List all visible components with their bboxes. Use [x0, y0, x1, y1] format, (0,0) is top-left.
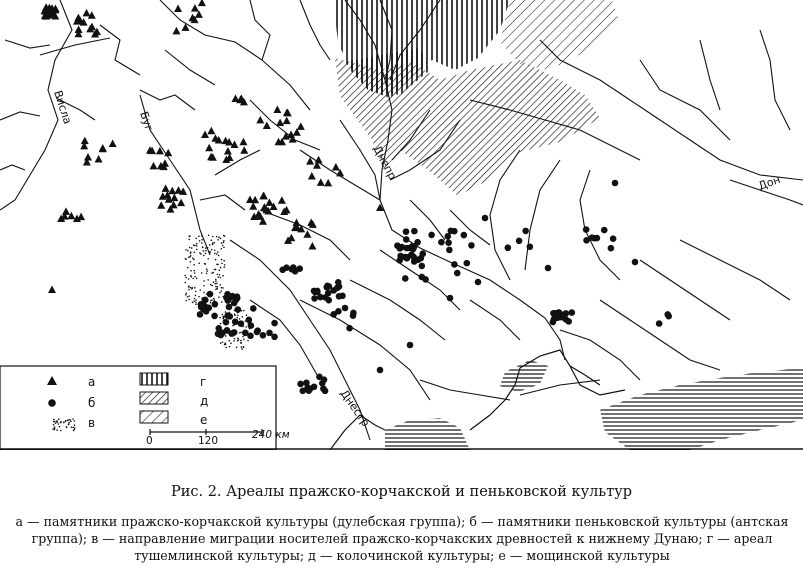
river-label-dnestr: Днестр: [337, 387, 373, 430]
prague-site-triangle: [283, 117, 291, 125]
prague-site-triangle: [150, 162, 158, 170]
penkovka-site-dot: [468, 242, 475, 249]
legend-v-label: в: [88, 416, 96, 430]
prague-site-triangle: [168, 187, 176, 195]
prague-site-triangle: [239, 138, 247, 146]
penkovka-site-dot: [569, 309, 576, 316]
penkovka-site-dot: [551, 316, 558, 323]
penkovka-site-dot: [550, 310, 557, 317]
prague-site-triangle: [198, 0, 206, 6]
penkovka-site-dot: [397, 253, 404, 260]
river-label-don: Дон: [756, 172, 783, 193]
legend-vertical-hatch-symbol: [140, 373, 168, 385]
legend-b-label: б: [88, 396, 96, 410]
prague-site-triangle: [84, 153, 92, 161]
penkovka-site-dot: [610, 235, 617, 242]
penkovka-site-dot: [289, 266, 296, 273]
penkovka-site-dot: [271, 333, 278, 340]
penkovka-site-dot: [223, 319, 230, 326]
legend-sparse-diagonal-symbol: [140, 411, 168, 423]
penkovka-site-dot: [246, 316, 253, 323]
prague-site-triangle: [162, 184, 170, 192]
scale-mid: 120: [198, 435, 219, 447]
penkovka-site-dot: [311, 383, 318, 390]
penkovka-site-dot: [505, 244, 512, 251]
penkovka-site-dot: [330, 311, 337, 318]
prague-site-triangle: [308, 242, 316, 250]
penkovka-site-dot: [235, 306, 242, 313]
penkovka-site-dot: [311, 295, 318, 302]
penkovka-site-dot: [482, 215, 489, 222]
penkovka-site-dot: [403, 236, 410, 243]
penkovka-site-dot: [197, 311, 204, 318]
penkovka-site-dot: [562, 310, 569, 317]
penkovka-site-dot: [215, 331, 222, 338]
penkovka-site-dot: [397, 245, 404, 252]
penkovka-site-dot: [411, 228, 418, 235]
penkovka-site-dot: [446, 247, 453, 254]
penkovka-site-dot: [350, 310, 357, 317]
penkovka-site-dot: [410, 254, 417, 261]
prague-site-triangle: [317, 178, 325, 186]
penkovka-site-dot: [238, 320, 245, 327]
prague-site-triangle: [249, 202, 257, 210]
penkovka-site-dot: [325, 297, 332, 304]
prague-site-triangle: [109, 139, 117, 147]
penkovka-site-dot: [215, 325, 222, 332]
penkovka-site-dot: [271, 320, 278, 327]
prague-site-triangle: [237, 94, 245, 102]
prague-site-triangle: [207, 127, 215, 135]
penkovka-site-dot: [212, 301, 219, 308]
prague-site-triangle: [170, 194, 178, 202]
prague-site-triangle: [260, 192, 268, 200]
penkovka-site-dot: [203, 308, 210, 315]
penkovka-site-dot: [248, 322, 255, 329]
penkovka-site-dot: [226, 304, 233, 311]
legend-e-label: е: [200, 413, 208, 427]
penkovka-site-dot: [319, 380, 326, 387]
penkovka-site-dot: [589, 234, 596, 241]
prague-site-triangle: [174, 186, 182, 194]
prague-site-triangle: [177, 199, 185, 207]
penkovka-site-dot: [451, 261, 458, 268]
penkovka-site-dot: [335, 279, 342, 286]
penkovka-site-dot: [342, 305, 349, 312]
legend: [0, 366, 290, 450]
prague-site-triangle: [315, 156, 323, 164]
river-label-bug: Буг: [137, 109, 156, 133]
penkovka-site-dot: [419, 263, 426, 270]
penkovka-site-dot: [325, 290, 332, 297]
prague-site-triangle: [324, 179, 332, 187]
penkovka-site-dot: [211, 313, 218, 320]
penkovka-site-dot: [438, 239, 445, 246]
river-label-dnepr: Днепр: [370, 143, 400, 182]
prague-site-triangle: [77, 213, 85, 221]
penkovka-site-dot: [297, 381, 304, 388]
scale-end: 240 км: [252, 429, 290, 441]
penkovka-site-dot: [232, 297, 239, 304]
penkovka-site-dot: [403, 228, 410, 235]
figure-title: Рис. 2. Ареалы пражско-корчакской и пеньковской культур: [170, 484, 633, 500]
legend-g-label: г: [200, 375, 207, 389]
penkovka-site-dot: [304, 384, 311, 391]
penkovka-site-dot: [461, 232, 468, 239]
legend-dot-symbol: [48, 399, 56, 407]
penkovka-site-dot: [377, 367, 384, 374]
figure-caption: а — памятники пражско-корчакской культуры (дулебская группа); б — памятники пеньковской культуры (антская группа); в — направление миграции носителей пражско-корчакских древностей к нижнему Дунаю; г — ареал тушемлинской культуры; д — колочинской культуры; е — мощинской культуры: [15, 514, 789, 563]
penkovka-site-dot: [422, 276, 429, 283]
prague-site-triangle: [95, 155, 103, 163]
penkovka-site-dot: [454, 270, 461, 277]
prague-site-triangle: [81, 137, 89, 145]
penkovka-site-dot: [403, 255, 410, 262]
prague-site-triangle: [205, 144, 213, 152]
prague-site-triangle: [265, 198, 273, 206]
penkovka-site-dot: [402, 275, 409, 282]
legend-dense-diagonal-symbol: [140, 392, 168, 404]
prague-site-triangle: [256, 116, 264, 124]
prague-site-triangle: [332, 163, 340, 171]
prague-site-triangle: [308, 172, 316, 180]
penkovka-site-dot: [475, 279, 482, 286]
prague-site-triangle: [246, 196, 254, 204]
prague-site-triangle: [191, 4, 199, 12]
penkovka-site-dot: [312, 289, 319, 296]
penkovka-site-dot: [632, 259, 639, 266]
penkovka-site-dot: [224, 291, 231, 298]
penkovka-site-dot: [612, 180, 619, 187]
penkovka-site-dot: [464, 260, 471, 267]
prague-site-triangle: [172, 27, 180, 34]
prague-site-triangle: [297, 122, 305, 129]
legend-d-label: д: [200, 394, 209, 408]
penkovka-site-dot: [516, 237, 523, 244]
penkovka-site-dot: [247, 332, 254, 339]
penkovka-site-dot: [447, 295, 454, 302]
penkovka-site-dot: [419, 250, 426, 257]
prague-site-triangle: [157, 201, 165, 209]
prague-site-triangle: [62, 207, 70, 215]
penkovka-site-dot: [414, 239, 421, 246]
penkovka-site-dot: [323, 284, 330, 291]
legend-a-label: а: [88, 375, 96, 389]
penkovka-site-dot: [656, 320, 663, 327]
penkovka-site-dot: [664, 311, 671, 318]
penkovka-site-dot: [260, 332, 267, 339]
prague-site-triangle: [276, 119, 284, 127]
penkovka-site-dot: [224, 312, 231, 319]
penkovka-site-dot: [317, 294, 324, 301]
sea-hatch: [385, 360, 803, 450]
prague-site-triangle: [224, 147, 232, 155]
penkovka-site-dot: [445, 239, 452, 246]
penkovka-site-dot: [202, 297, 209, 304]
prague-site-triangle: [278, 196, 286, 204]
penkovka-site-dot: [522, 228, 529, 235]
penkovka-site-dot: [334, 285, 341, 292]
penkovka-site-dot: [346, 325, 353, 332]
coastline: [330, 350, 625, 450]
prague-site-triangle: [174, 4, 182, 12]
prague-site-triangle: [263, 121, 271, 129]
prague-site-triangle: [201, 131, 209, 139]
penkovka-site-dot: [407, 342, 414, 349]
prague-site-triangle: [307, 218, 315, 226]
prague-site-triangle: [240, 146, 248, 154]
penkovka-site-dot: [336, 293, 343, 300]
penkovka-site-dot: [428, 232, 435, 239]
scale-zero: 0: [146, 435, 153, 447]
river-label-visla: Висла: [51, 88, 75, 126]
penkovka-site-dot: [250, 305, 257, 312]
penkovka-site-dot: [608, 245, 615, 252]
penkovka-site-dot: [527, 243, 534, 250]
prague-site-triangle: [273, 106, 281, 114]
penkovka-site-dot: [545, 265, 552, 272]
penkovka-site-dot: [207, 291, 214, 298]
penkovka-site-dot: [232, 318, 239, 325]
penkovka-site-dot: [228, 330, 235, 337]
penkovka-site-dot: [451, 228, 458, 235]
prague-site-triangle: [83, 9, 91, 16]
penkovka-site-dot: [444, 233, 451, 240]
prague-site-triangle: [99, 145, 107, 153]
penkovka-site-dot: [601, 227, 608, 234]
penkovka-site-dot: [583, 226, 590, 233]
penkovka-site-dot: [403, 245, 410, 252]
penkovka-site-dot: [254, 329, 261, 336]
penkovka-site-dot: [409, 243, 416, 250]
prague-site-triangle: [48, 286, 56, 294]
penkovka-site-dot: [296, 265, 303, 272]
